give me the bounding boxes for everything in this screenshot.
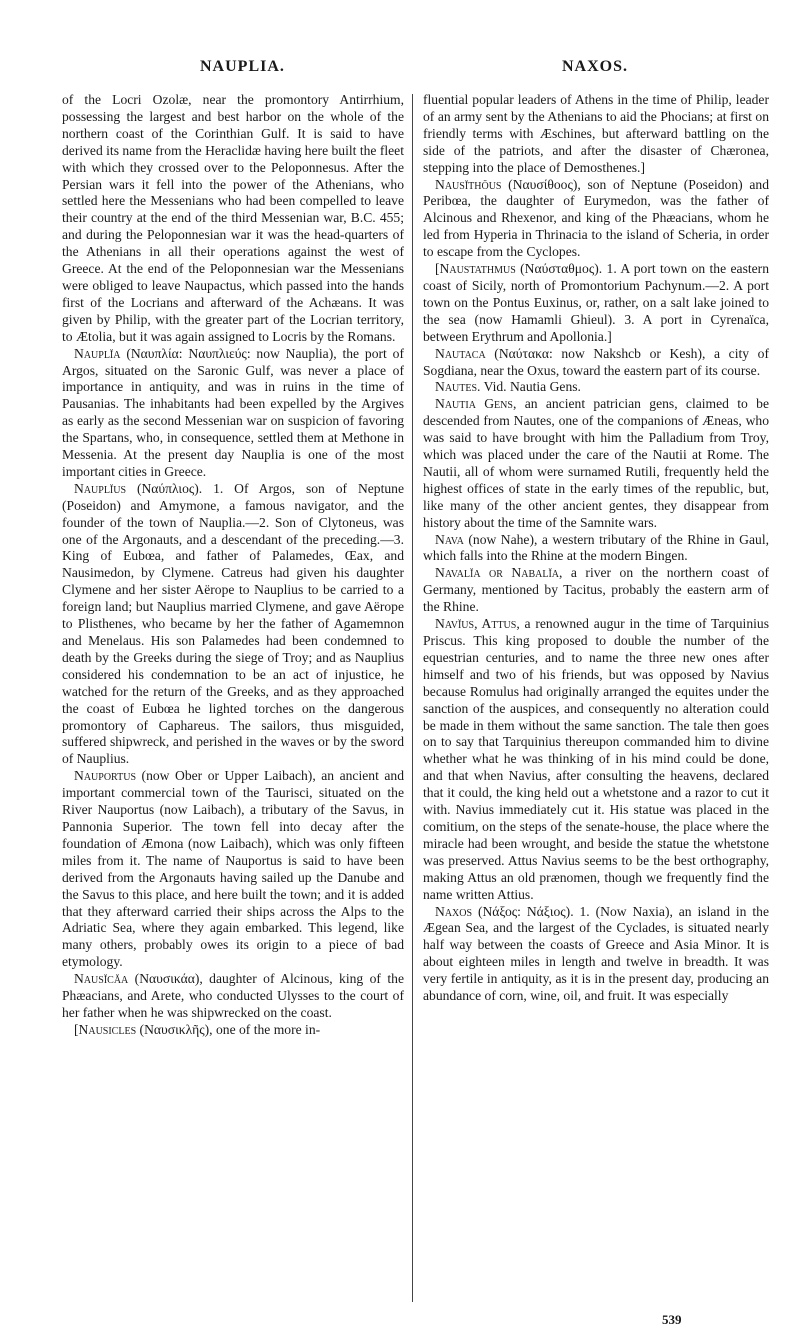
- entry-text: (now Ober or Upper Laibach), an ancient and important commercial town of the Taurisci, situated on the River Nauportus (now Laibach), a tributary of the Savus, in Pannonia Superior. The town fell into decay after the foundation of Æmona (now Laibach), which was only fifteen miles from it. The name of Nauportus is said to have been derived from the Argonauts having sailed up the Danube and the Savus to this place, and here built the town; and it is added that they afterward carried their ships across the Alps to the Adriatic Sea, where they again embarked. This legend, like many others, probably owes its origin to a piece of bad etymology.: [62, 768, 404, 970]
- entry-headword: [Naustathmus: [435, 261, 516, 277]
- entry-headword: Nausĭcăa: [74, 971, 129, 987]
- entry-headword: Navĭus, Attus: [435, 616, 517, 632]
- entry-headword: Nava: [435, 531, 464, 547]
- entry-headword: Nautes: [435, 379, 478, 395]
- header-right-title: NAXOS.: [562, 58, 629, 75]
- entry-text: (Ναύπλιος). 1. Of Argos, son of Neptune (Poseidon) and Amymone, a famous navigator, and the founder of the town of Nauplia.—2. Son of Clytoneus, was one of the Argonauts, and a descendant of the preceding.—3. King of Eubœa, and father of Palamedes, Œax, and Nausimedon, by Clymene. Catreus had given his daughter Clymene and her sister Aërope to Nauplius to be carried to a foreign land; but Nauplius married Clymene, and gave Aërope to Plisthenes, who became by her the father of Agamemnon and Menelaus. His son Palamedes had been condemned to death by the Greeks during the siege of Troy; and as Nauplius considered his condemnation to be an act of injustice, he watched for the return of the Greeks, and as they approached the coast of Eubœa he lighted torches on the dangerous promontory of Caphareus. The sailors, thus misguided, suffered shipwreck, and perished in the waves or by the sword of Nauplius.: [62, 480, 404, 767]
- entry-nausithous: [423, 177, 769, 262]
- right-column: [423, 92, 769, 1005]
- entry-nava: [423, 532, 769, 566]
- entry-text: (Ναυσικλῆς), one of the more in-: [136, 1021, 321, 1037]
- entry-headword: Nausĭthŏus: [435, 176, 502, 192]
- entry-nautaca: [423, 346, 769, 380]
- entry-continuation: [62, 92, 404, 346]
- entry-text: (now Nahe), a western tributary of the Rhine in Gaul, which falls into the Rhine at the modern Bingen.: [423, 531, 769, 564]
- entry-text: , a river on the northern coast of Germany, mentioned by Tacitus, probably the eastern arm of the Rhine.: [423, 565, 770, 615]
- entry-nauplia: [62, 346, 404, 481]
- entry-headword: Navalĭa or Nabalĭa: [435, 565, 560, 581]
- header-left-title: NAUPLIA.: [200, 58, 285, 75]
- entry-naustathmus: [423, 261, 769, 346]
- entry-text: (Ναυσικάα), daughter of Alcinous, king of the Phæacians, and Arete, who conducted Ulysses to the court of her father when he was shipwrecked on the coast.: [62, 971, 404, 1020]
- left-column: [62, 92, 404, 1039]
- entry-text: . Vid. Nautia Gens.: [477, 379, 581, 395]
- entry-headword: [Nausicles: [74, 1021, 137, 1037]
- entry-text: (Ναυπλία: Ναυπλιεύς: now Nauplia), the port of Argos, situated on the Saronic Gulf, was never a place of importance in antiquity, and was in ruins in the time of Pausanias. The inhabitants had been expelled by the Argives as early as the second Messenian war on suspicion of favoring the Spartans, who, in consequence, settled them at Methone in Messenia. At the present day Nauplia is one of the most important cities in Greece.: [62, 345, 404, 479]
- page-number: 539: [662, 1312, 682, 1327]
- entry-headword: Naxos: [435, 903, 473, 919]
- entry-navius-attus: [423, 616, 769, 903]
- entry-continuation: [423, 92, 769, 177]
- entry-naxos: [423, 904, 769, 1005]
- entry-text: (Ναυσίθοος), son of Neptune (Poseidon) and Peribœa, the daughter of Eurymedon, was the father of Alcinous and Rhexenor, and king of the Phæacians, whom he led from Hyperia in Thrinacia to the island of Scheria, in order to escape from the Cyclopes.: [423, 176, 769, 260]
- entry-text: (Νάξος: Νάξιος). 1. (Now Naxia), an island in the Ægean Sea, and the largest of the Cyclades, is situated nearly half way between the coasts of Greece and Asia Minor. It is about eighteen miles in length and twelve in breadth. It was very fertile in antiquity, as it is in the present day, producing an abundance of corn, wine, oil, and fruit. It was especially: [423, 903, 769, 1004]
- entry-headword: Nauplĭus: [74, 480, 127, 496]
- entry-headword: Nauportus: [74, 768, 137, 784]
- entry-nauportus: [62, 768, 404, 971]
- entry-text: (Ναύτακα: now Nakshcb or Kesh), a city of Sogdiana, near the Oxus, toward the eastern part of its course.: [423, 345, 769, 378]
- entry-navalia: [423, 565, 769, 616]
- entry-text: , a renowned augur in the time of Tarquinius Priscus. This king proposed to double the number of the equestrian centuries, and to name the three new ones after himself and two of his friends, but was opposed by Navius because Romulus had originally arranged the equites under the sanction of the auspices, and consequently no alteration could be made in them without the same sanction. The tale then goes on to say that Tarquinius thereupon commanded him to divine whether what he was thinking of in his mind could be done, and that when Navius, after consulting the heavens, declared that it could, the king held out a whetstone and a razor to cut it with. Navius immediately cut it. His statue was placed in the comitium, on the steps of the senate-house, the place where the miracle had been wrought, and beside the statue the whetstone was preserved. Attus Navius seems to be the best orthography, making Attus an old prænomen, though we frequently find the name written Attius.: [423, 616, 769, 902]
- running-header: [0, 58, 800, 82]
- entry-nauplius: [62, 481, 404, 768]
- entry-headword: Nautia Gens: [435, 396, 513, 412]
- entry-nautes: [423, 379, 769, 396]
- entry-text: fluential popular leaders of Athens in the time of Philip, leader of an army sent by the Athenians to aid the Phocians; at first on friendly terms with Æschines, but afterward battling on the side of the patriots, and after the disaster of Chæronea, stepping into the place of Demosthenes.]: [423, 92, 769, 175]
- column-divider: [412, 94, 413, 1302]
- entry-nautia-gens: [423, 396, 769, 531]
- entry-headword: Nauplĭa: [74, 345, 121, 361]
- entry-nausicaa: [62, 971, 404, 1022]
- entry-text: of the Locri Ozolæ, near the promontory Antirrhium, possessing the largest and best harbor on the whole of the northern coast of the Corinthian Gulf. It is said to have derived its name from the Heraclidæ having here built the fleet with which they crossed over to the Peloponnesus. After the Persian wars it fell into the power of the Athenians, who settled here the Messenians who had been compelled to leave their country at the end of the third Messenian war, B.C. 455; and during the Peloponnesian war it was the head-quarters of the Athenians in all their operations against the west of Greece. At the end of the Peloponnesian war the Messenians were obliged to leave Naupactus, which passed into the hands first of the Locrians and afterward of the Achæans. It was given by Philip, with the greater part of the Locrian territory, to Ætolia, but it was again assigned to Locris by the Romans.: [62, 92, 404, 344]
- entry-nausicles: [62, 1022, 404, 1039]
- entry-text: , an ancient patrician gens, claimed to be descended from Nautes, one of the companions of Æneas, who was said to have brought with him the Palladium from Troy, which was placed under the care of the Nautii at Rome. The Nautii, all of whom were surnamed Rutili, frequently held the highest offices of state in the early times of the republic, but, like many of the other ancient gentes, they disappear from history about the time of the Samnite wars.: [423, 396, 770, 530]
- entry-text: (Ναύσταθμος). 1. A port town on the eastern coast of Sicily, north of Promontorium Pachynum.—2. A port town on the Pontus Euxinus, or, rather, on a salt lake joined to the sea (now Hamamli Ghieul). 3. A port in Cyrenaïca, between Erythrum and Apollonia.]: [423, 261, 769, 344]
- entry-headword: Nautaca: [435, 345, 486, 361]
